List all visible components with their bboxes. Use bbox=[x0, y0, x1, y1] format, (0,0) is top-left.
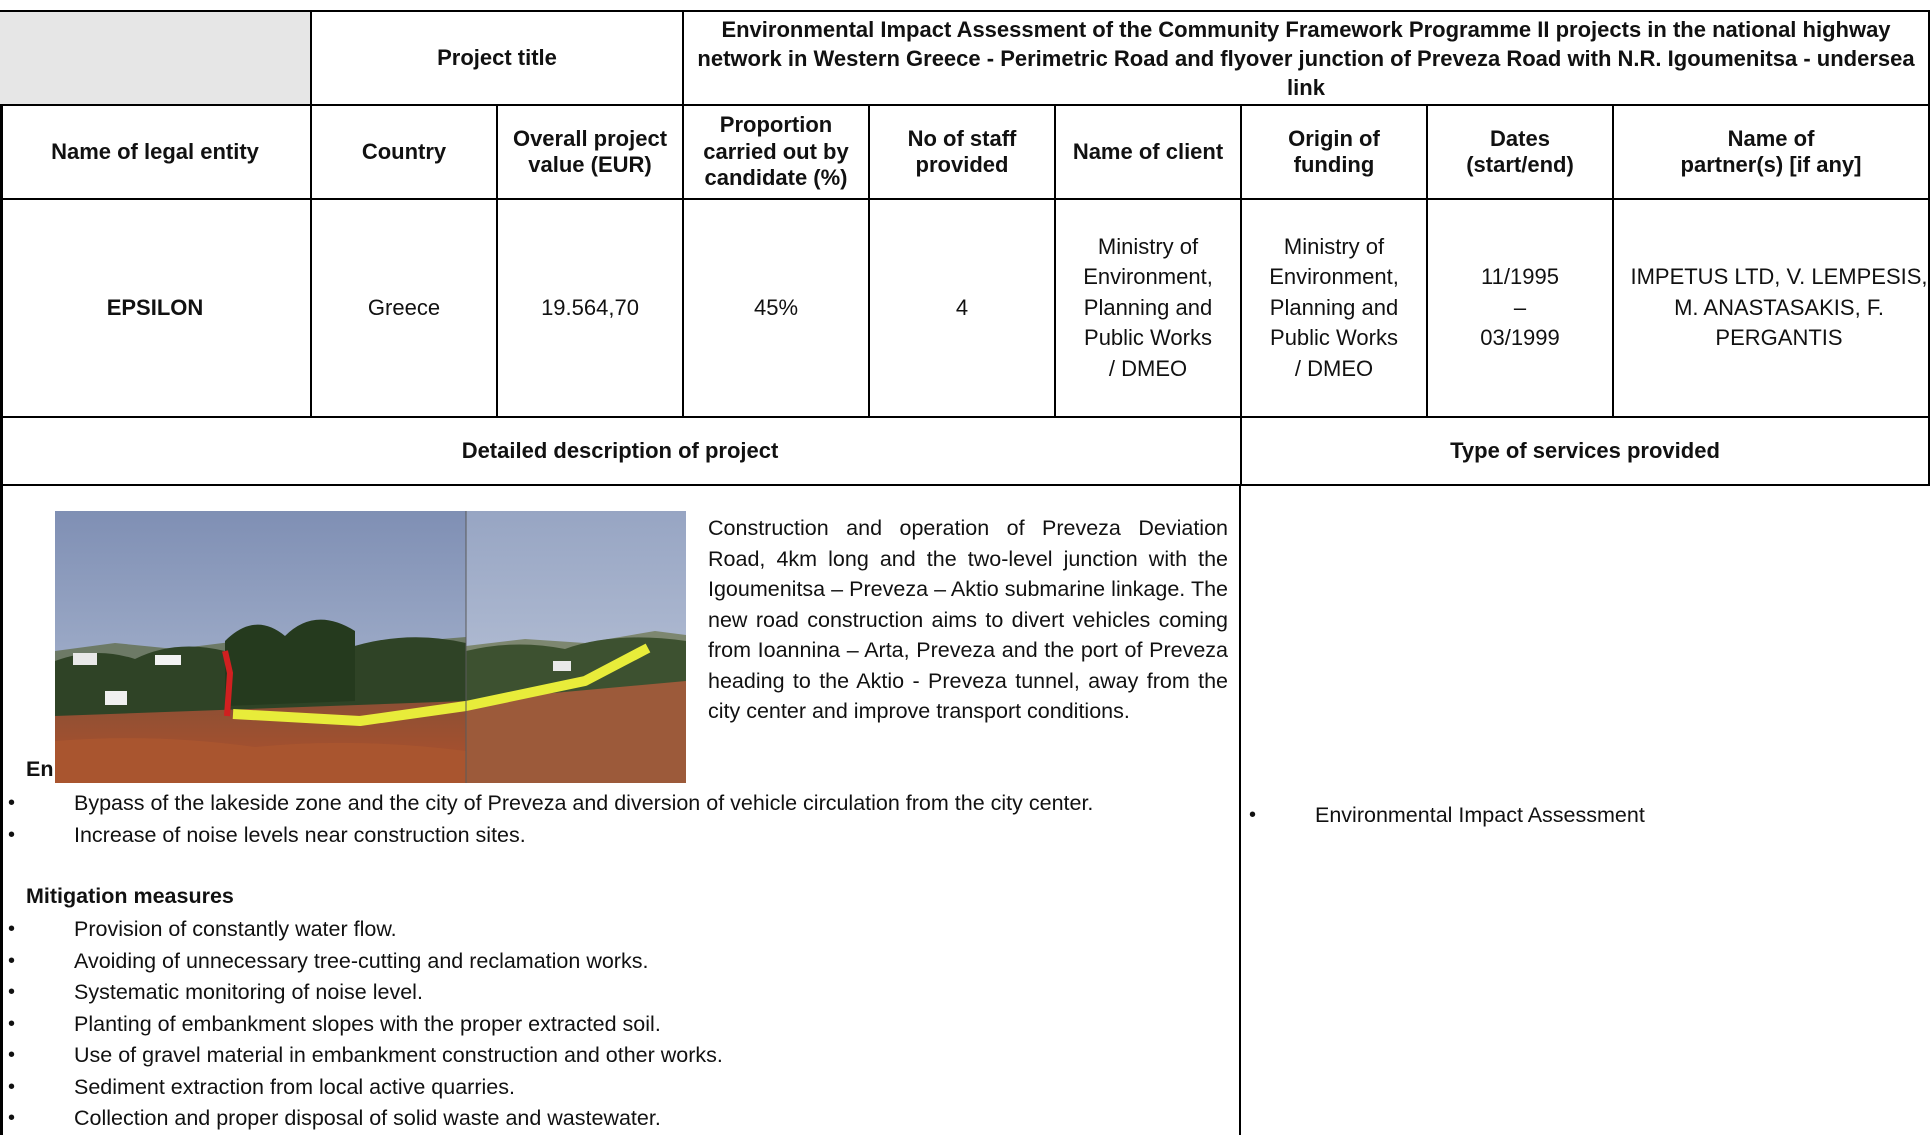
mitigation-item: • Sediment extraction from local active quarries. bbox=[0, 1072, 723, 1104]
description-text: Construction and operation of Preveza Deviation Road, 4km long and the two-level junction with the Igoumenitsa – Preveza – Aktio submarine linkage. The new road construction aims to divert vehicles coming from Ioannina – Arta, Preveza and the port of Preveza heading to the Aktio - Preveza tunnel, away from the city center and improve transport conditions. bbox=[708, 516, 1228, 723]
mitigation-item: • Provision of constantly water flow. bbox=[0, 914, 723, 946]
header-partners: Name of partner(s) [if any] bbox=[1614, 106, 1930, 200]
impacts-list bbox=[0, 788, 1093, 851]
mitigation-item: • Use of gravel material in embankment construction and other works. bbox=[0, 1040, 723, 1072]
header-legal-entity: Name of legal entity bbox=[0, 106, 312, 200]
value-client: Ministry of Environment, Planning and Public Works / DMEO bbox=[1056, 200, 1242, 418]
empty-corner-cell bbox=[0, 12, 312, 106]
impact-item: • Increase of noise levels near construction sites. bbox=[0, 820, 1093, 852]
value-staff: 4 bbox=[870, 200, 1056, 418]
service-item: • Environmental Impact Assessment bbox=[1241, 800, 1645, 832]
mitigation-item: • Planting of embankment slopes with the proper extracted soil. bbox=[0, 1009, 723, 1041]
header-staff: No of staff provided bbox=[870, 106, 1056, 200]
value-country: Greece bbox=[312, 200, 498, 418]
services-heading: Type of services provided bbox=[1242, 418, 1930, 486]
project-title-label: Project title bbox=[312, 12, 684, 106]
mitigation-item: • Collection and proper disposal of solid waste and wastewater. bbox=[0, 1103, 723, 1135]
header-country: Country bbox=[312, 106, 498, 200]
mitigation-item: • Avoiding of unnecessary tree-cutting and reclamation works. bbox=[0, 946, 723, 978]
header-funding: Origin of funding bbox=[1242, 106, 1428, 200]
header-dates: Dates (start/end) bbox=[1428, 106, 1614, 200]
value-legal-entity: EPSILON bbox=[0, 200, 312, 418]
header-proportion: Proportion carried out by candidate (%) bbox=[684, 106, 870, 200]
impact-item: • Bypass of the lakeside zone and the city of Preveza and diversion of vehicle circulation from the city center. bbox=[0, 788, 1093, 820]
header-client: Name of client bbox=[1056, 106, 1242, 200]
value-funding: Ministry of Environment, Planning and Public Works / DMEO bbox=[1242, 200, 1428, 418]
project-title: Environmental Impact Assessment of the Community Framework Programme II projects in the national highway network in Western Greece - Perimetric Road and flyover junction of Preveza Road with N.R. Igoumenitsa - undersea link bbox=[684, 12, 1930, 106]
value-partners: IMPETUS LTD, V. LEMPESIS, M. ANASTASAKIS, F. PERGANTIS bbox=[1614, 200, 1930, 418]
mitigation-list bbox=[0, 914, 723, 1135]
header-project-value: Overall project value (EUR) bbox=[498, 106, 684, 200]
impacts-heading: En bbox=[26, 757, 54, 781]
site-photo bbox=[55, 511, 686, 783]
services-list bbox=[1241, 800, 1645, 832]
value-project-value: 19.564,70 bbox=[498, 200, 684, 418]
services-cell bbox=[1241, 486, 1930, 1135]
mitigation-heading: Mitigation measures bbox=[26, 884, 234, 908]
value-proportion: 45% bbox=[684, 200, 870, 418]
value-dates: 11/1995 – 03/1999 bbox=[1428, 200, 1614, 418]
mitigation-item: • Systematic monitoring of noise level. bbox=[0, 977, 723, 1009]
description-heading: Detailed description of project bbox=[0, 418, 1242, 486]
